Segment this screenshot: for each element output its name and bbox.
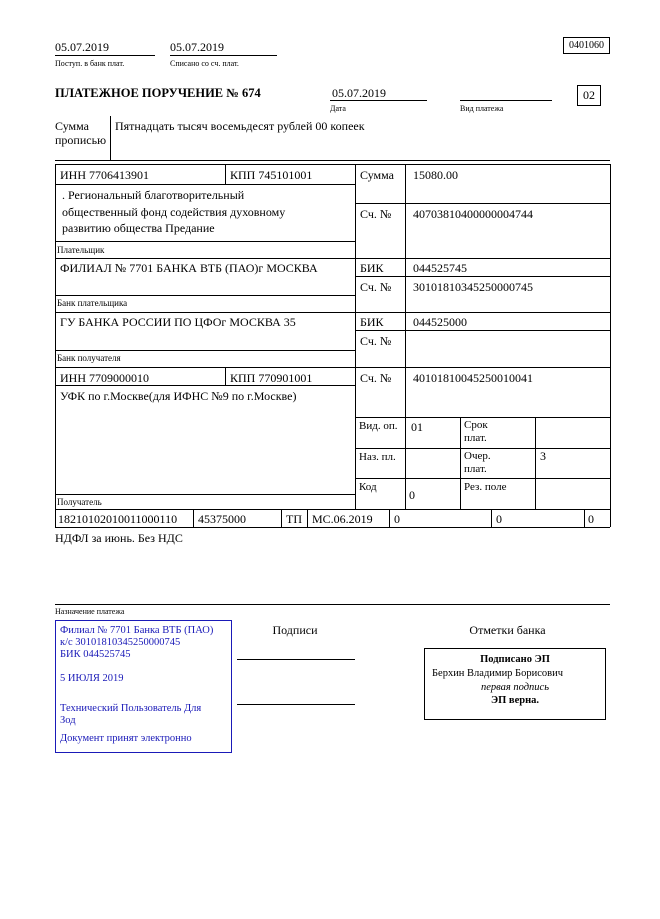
payer-bank-bik-label: БИК [360,261,384,275]
table-line [55,367,610,368]
payer-kpp: КПП 745101001 [230,168,313,182]
client-stamp-line: Филиал № 7701 Банка ВТБ (ПАО) [60,625,214,636]
payer-account-label: Сч. № [360,207,392,221]
doc-date: 05.07.2019 [332,86,386,100]
table-line [355,203,610,204]
table-line [225,367,226,385]
table-line [55,494,355,495]
tax-payment-type: 0 [588,512,594,526]
payer-bank-account: 30101810345250000745 [413,280,533,294]
table-line [55,312,610,313]
table-line [584,509,585,527]
payer-inn: ИНН 7706413901 [60,168,149,182]
table-line [225,164,226,184]
table-line [307,509,308,527]
tax-period: МС.06.2019 [312,512,373,526]
debited-date-underline [170,55,277,56]
payee-section-label: Получатель [57,497,102,507]
payer-bank-section-label: Банк плательщика [57,298,128,308]
esign-signature-role: первая подпись [480,682,549,693]
payer-section-label: Плательщик [57,245,105,255]
client-stamp-line: Зод [60,715,76,726]
payer-name: . Региональный благотворительный общественный фонд содействия духовному развитию общества Предание [62,188,286,235]
purpose-label: Назначение платежа [55,607,125,616]
table-line [355,276,610,277]
table-line [460,417,461,509]
received-date-underline [55,55,155,56]
doc-date-label: Дата [330,104,346,113]
table-line [491,509,492,527]
received-date: 05.07.2019 [55,40,109,54]
payee-name: УФК по г.Москве(для ИФНС №9 по г.Москве) [60,389,297,403]
bank-marks-header: Отметки банка [469,623,546,637]
table-line [355,417,610,418]
payer-status-box: 02 [577,85,601,106]
table-line [55,350,355,351]
client-bank-stamp [55,620,232,753]
amount-words-label-2: прописью [55,133,107,147]
debited-date: 05.07.2019 [170,40,224,54]
srok-plat-label: Срок плат. [464,419,488,444]
client-stamp-line: к/с 30101810345250000745 [60,637,181,648]
table-line [389,509,390,527]
client-stamp-line: Технический Пользователь Для [60,703,202,714]
table-line [535,417,536,509]
client-stamp-line: 5 ИЮЛЯ 2019 [60,673,124,684]
table-line [55,258,610,259]
payee-bank-name: ГУ БАНКА РОССИИ ПО ЦФОг МОСКВА 35 [60,315,296,329]
table-line [405,164,406,509]
signature-line [237,704,355,705]
doc-date-underline [330,100,427,101]
amount-words-text: Пятнадцать тысяч восемьдесят рублей 00 копеек [115,119,365,133]
rez-pole-label: Рез. поле [464,481,507,493]
payee-bank-bik: 044525000 [413,315,467,329]
payee-bank-bik-label: БИК [360,315,384,329]
bank-esign-stamp-box [424,648,606,720]
form-code-box: 0401060 [563,37,610,54]
amount-value: 15080.00 [413,168,458,182]
doc-title: ПЛАТЕЖНОЕ ПОРУЧЕНИЕ № 674 [55,86,261,100]
payee-kpp: КПП 770901001 [230,371,313,385]
amount-cell-divider [110,116,111,160]
debited-date-label: Списано со сч. плат. [170,59,239,68]
payee-account-label: Сч. № [360,371,392,385]
table-line [55,241,355,242]
table-line [55,385,355,386]
payment-kind-underline [460,100,552,101]
ocher-plat-value: 3 [540,449,546,463]
payee-inn: ИНН 7709000010 [60,371,149,385]
client-stamp-line: Документ принят электронно [60,733,192,744]
vid-op-value: 01 [411,420,423,434]
table-line [355,478,610,479]
table-line [55,527,610,528]
table-line [55,184,355,185]
ocher-plat-label: Очер. плат. [464,450,491,475]
tax-basis: ТП [286,512,302,526]
tax-kbk: 18210102010011000110 [58,512,178,526]
kod-value: 0 [409,488,415,502]
esign-title: Подписано ЭП [480,654,550,665]
payee-account: 40101810045250010041 [413,371,533,385]
table-line [610,164,611,527]
purpose-bottom-line [55,604,610,605]
client-stamp-line: БИК 044525745 [60,649,131,660]
esign-signer-name: Берхин Владимир Борисович [432,668,563,679]
tax-doc-date: 0 [496,512,502,526]
payer-account: 40703810400000004744 [413,207,533,221]
table-line [355,164,356,509]
signatures-header: Подписи [272,623,318,637]
tax-doc-number: 0 [394,512,400,526]
payment-kind-label: Вид платежа [460,104,504,113]
esign-valid-text: ЭП верна. [490,695,539,706]
table-line [55,164,610,165]
naz-pl-label: Наз. пл. [359,451,396,463]
payer-bank-name: ФИЛИАЛ № 7701 БАНКА ВТБ (ПАО)г МОСКВА [60,261,318,275]
payer-bank-account-label: Сч. № [360,280,392,294]
payee-bank-account-label: Сч. № [360,334,392,348]
purpose-text: НДФЛ за июнь. Без НДС [55,531,183,545]
payee-bank-section-label: Банк получателя [57,353,121,363]
tax-oktmo: 45375000 [198,512,246,526]
amount-label: Сумма [360,168,394,182]
amount-cell-bottom-line [55,160,610,161]
table-line [193,509,194,527]
payer-bank-bik: 044525745 [413,261,467,275]
table-line [355,330,610,331]
signature-line [237,659,355,660]
table-line [55,164,56,527]
received-date-label: Поступ. в банк плат. [55,59,125,68]
kod-label: Код [359,481,377,493]
table-line [355,448,610,449]
amount-words-label-1: Сумма [55,119,89,133]
vid-op-label: Вид. оп. [359,420,398,432]
table-line [55,509,610,510]
table-line [281,509,282,527]
table-line [55,295,355,296]
